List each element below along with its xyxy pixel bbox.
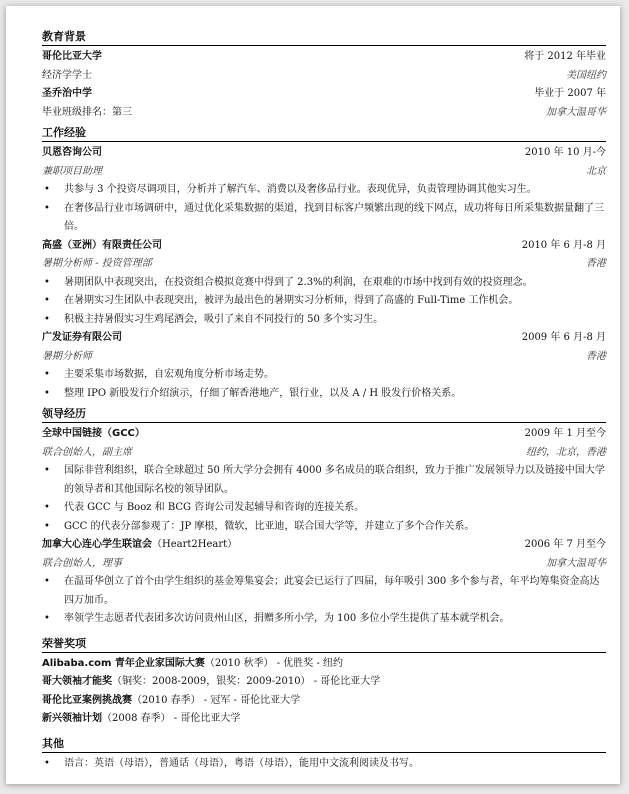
award-detail: （铜奖：2008-2009，银奖：2009-2010） - 哥伦比亚大学 bbox=[112, 676, 381, 687]
resume-page bbox=[6, 6, 620, 784]
award-detail: （2010 秋季） - 优胜奖 - 纽约 bbox=[204, 657, 344, 669]
section-title-work: 工作经验 bbox=[42, 124, 606, 142]
org-date: 2009 年 1 月至今 bbox=[524, 428, 606, 439]
org-date: 2006 年 7 月至今 bbox=[524, 539, 606, 550]
job-date: 2010 年 6 月-8 月 bbox=[521, 239, 606, 251]
job-bullets bbox=[42, 366, 606, 403]
school-name: 哥伦比亚大学 bbox=[42, 51, 102, 62]
job-role: 兼职项目助理 bbox=[42, 165, 102, 177]
job-place: 北京 bbox=[586, 165, 606, 177]
org-name-en: （Heart2Heart） bbox=[152, 539, 238, 550]
school-date: 将于 2012 年毕业 bbox=[524, 51, 606, 62]
org-name: 全球中国链接（GCC） bbox=[42, 428, 145, 439]
section-title-honors: 荣誉奖项 bbox=[42, 635, 606, 653]
school-date: 毕业于 2007 年 bbox=[534, 88, 606, 99]
section-title-education: 教育背景 bbox=[42, 28, 606, 46]
award-name: 哥大领袖才能奖 bbox=[42, 676, 112, 687]
job-bullets bbox=[42, 274, 606, 330]
section-title-leadership: 领导经历 bbox=[42, 405, 606, 423]
list-item: • 在暑期实习生团队中表现突出，被评为最出色的暑期实习分析师，得到了高盛的 Full-Time 工作机会。 bbox=[42, 292, 606, 311]
award-name: 哥伦比亚案例挑战赛 bbox=[42, 694, 132, 706]
school-name: 圣乔治中学 bbox=[42, 88, 92, 99]
job-bullets bbox=[42, 181, 606, 237]
list-item: • 率领学生志愿者代表团多次访问贵州山区，捐赠多所小学，为 100 多位小学生提供了基本就学机会。 bbox=[42, 610, 606, 629]
job-date: 2010 年 10 月-今 bbox=[524, 147, 606, 158]
list-item: • 语言：英语（母语），普通话（母语），粤语（母语），能用中文流利阅读及书写。 bbox=[42, 755, 606, 774]
award-item bbox=[42, 655, 606, 674]
school-detail: 毕业班级排名：第三 bbox=[42, 106, 132, 118]
list-item: • 主要采集市场数据，自宏观角度分析市场走势。 bbox=[42, 366, 606, 385]
award-name: 新兴领袖计划 bbox=[42, 713, 102, 724]
list-item: • 在奢侈品行业市场调研中，通过优化采集数据的渠道，找到目标客户频繁出现的线下网点，成功将每日所采集数据量翻了三倍。 bbox=[42, 200, 606, 237]
company-name: 广发证券有限公司 bbox=[42, 332, 122, 343]
list-item: • 暑期团队中表现突出，在投资组合模拟竞赛中得到了 2.3%的利润，在艰难的市场中找到有效的投资理念。 bbox=[42, 274, 606, 293]
award-name: Alibaba.com 青年企业家国际大赛 bbox=[42, 657, 205, 669]
org-name: 加拿大心连心学生联谊会 bbox=[42, 539, 152, 550]
list-item: • 积极主持暑假实习生鸡尾酒会，吸引了来自不同投行的 50 多个实习生。 bbox=[42, 311, 606, 330]
job-place: 香港 bbox=[586, 258, 606, 269]
company-name: 高盛（亚洲）有限责任公司 bbox=[42, 239, 162, 251]
list-item: • 共参与 3 个投资尽调项目，分析并了解汽车、消费以及奢侈品行业。表现优异，负责管理协调其他实习生。 bbox=[42, 181, 606, 200]
school-place: 美国纽约 bbox=[566, 69, 606, 81]
list-item: • GCC 的代表分部参观了：JP 摩根，微软，比亚迪，联合国大学等，并建立了多个合作关系。 bbox=[42, 518, 606, 537]
list-item: • 代表 GCC 与 Booz 和 BCG 咨询公司发起辅导和咨询的连接关系。 bbox=[42, 499, 606, 518]
list-item: • 国际非营利组织，联合全球超过 50 所大学分会拥有 4000 多名成员的联合组织，致力于推广发展领导力以及链接中国大学的领导者和其他国际名校的领导团队。 bbox=[42, 462, 606, 499]
award-detail: （2010 春季） - 冠军 - 哥伦比亚大学 bbox=[132, 694, 301, 706]
other-bullets bbox=[42, 755, 606, 774]
org-bullets bbox=[42, 573, 606, 629]
job-role: 暑期分析师 - 投资管理部 bbox=[42, 258, 152, 269]
award-item bbox=[42, 692, 606, 711]
section-title-other: 其他 bbox=[42, 735, 606, 753]
org-place: 加拿大温哥华 bbox=[546, 557, 606, 569]
org-bullets bbox=[42, 462, 606, 536]
org-role: 联合创始人，副主席 bbox=[42, 446, 132, 458]
job-role: 暑期分析师 bbox=[42, 350, 92, 362]
list-item: • 在温哥华创立了首个由学生组织的基金筹集宴会；此宴会已运行了四届，每年吸引 300 多个参与者，年平均筹集资金高达四万加币。 bbox=[42, 573, 606, 610]
job-place: 香港 bbox=[586, 350, 606, 362]
list-item: • 整理 IPO 新股发行介绍演示，仔细了解香港地产，银行业，以及 A / H 股发行价格关系。 bbox=[42, 385, 606, 404]
award-item bbox=[42, 673, 606, 692]
award-detail: （2008 春季） - 哥伦比亚大学 bbox=[102, 713, 241, 724]
award-item bbox=[42, 710, 606, 729]
job-date: 2009 年 6 月-8 月 bbox=[521, 332, 606, 343]
org-role: 联合创始人，理事 bbox=[42, 557, 122, 569]
org-place: 纽约，北京，香港 bbox=[526, 446, 606, 458]
school-place: 加拿大温哥华 bbox=[546, 106, 606, 118]
school-detail: 经济学学士 bbox=[42, 69, 92, 81]
company-name: 贝恩咨询公司 bbox=[42, 147, 102, 158]
